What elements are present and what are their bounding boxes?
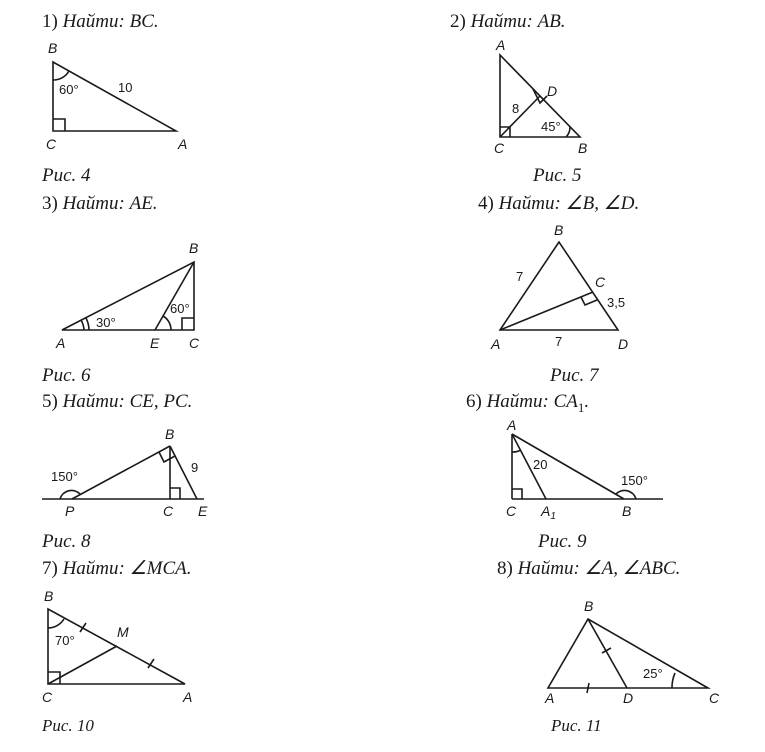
angle-arc-c — [672, 673, 675, 688]
point-label-a: A — [496, 37, 506, 53]
point-label-c: C — [163, 503, 174, 519]
side-label-ab: 7 — [516, 269, 524, 284]
tick-mark-ad — [587, 683, 589, 693]
point-label-a: A — [545, 690, 555, 706]
point-label-d: D — [623, 690, 634, 706]
task-text: Найти: CA — [486, 391, 578, 412]
angle-label: 45° — [541, 119, 561, 134]
point-label-e: E — [198, 503, 208, 519]
point-label-b: B — [165, 426, 175, 442]
task-text: Найти: ∠A, ∠ABC. — [517, 558, 681, 579]
point-label-d: D — [547, 83, 558, 99]
task-number: 1) — [42, 11, 58, 32]
point-label-c: C — [189, 335, 200, 351]
task-number: 5) — [42, 391, 58, 412]
point-label-b: B — [554, 222, 564, 238]
task-text: Найти: ∠MCA. — [62, 558, 192, 579]
task-text: Найти: CE, PC. — [62, 391, 193, 412]
side-label: 9 — [191, 460, 199, 475]
figure-caption: Рис. 9 — [538, 531, 587, 552]
point-label-a1-letter: A — [541, 503, 551, 519]
task-number: 8) — [497, 558, 513, 579]
task-text: Найти: BC. — [62, 11, 159, 32]
point-label-c: C — [494, 140, 505, 156]
figure-caption: Рис. 6 — [42, 365, 91, 386]
side-label-cd: 3,5 — [607, 295, 626, 310]
figure-caption: Рис. 11 — [551, 716, 602, 735]
point-label-d: D — [618, 336, 629, 352]
side-label: 20 — [533, 457, 548, 472]
figure-caption: Рис. 7 — [550, 365, 599, 386]
triangle-abc — [548, 619, 708, 688]
angle-label: 60° — [59, 82, 79, 97]
point-label-c: C — [46, 136, 57, 152]
point-label-c: C — [709, 690, 720, 706]
figure-caption: Рис. 5 — [533, 165, 582, 186]
point-label-a1-subscript: 1 — [550, 511, 556, 522]
task-number: 3) — [42, 193, 58, 214]
angle-label: 25° — [643, 666, 663, 681]
point-label-b: B — [578, 140, 588, 156]
point-label-a: A — [178, 136, 188, 152]
side-label: 8 — [512, 101, 520, 116]
figure-caption: Рис. 8 — [42, 531, 91, 552]
task-text: Найти: AE. — [62, 193, 158, 214]
angle-label-30: 30° — [96, 315, 116, 330]
point-label-b: B — [189, 240, 199, 256]
point-label-b: B — [44, 588, 54, 604]
task-text: Найти: ∠B, ∠D. — [498, 193, 640, 214]
task-text: Найти: AB. — [470, 11, 566, 32]
point-label-c: C — [506, 503, 517, 519]
point-label-m: M — [117, 624, 129, 640]
angle-label: 70° — [55, 633, 75, 648]
point-label-p: P — [65, 503, 75, 519]
angle-label-60: 60° — [170, 301, 190, 316]
angle-label: 150° — [51, 469, 78, 484]
point-label-a: A — [183, 689, 193, 705]
point-label-a: A — [507, 417, 517, 433]
figure-caption: Рис. 10 — [42, 716, 94, 735]
angle-label: 150° — [621, 473, 648, 488]
task-number: 4) — [478, 193, 494, 214]
figure-caption: Рис. 4 — [42, 165, 91, 186]
point-label-a: A — [56, 335, 66, 351]
point-label-b: B — [584, 598, 594, 614]
point-label-c: C — [595, 274, 606, 290]
point-label-c: C — [42, 689, 53, 705]
side-label: 10 — [118, 80, 133, 95]
task-number: 2) — [450, 11, 466, 32]
task-text-tail: . — [584, 391, 590, 412]
point-label-b: B — [48, 40, 58, 56]
task-number: 7) — [42, 558, 58, 579]
task-number: 6) — [466, 391, 482, 412]
point-label-a: A — [491, 336, 501, 352]
point-label-e: E — [150, 335, 160, 351]
task-text-subscript: 1 — [577, 399, 585, 415]
point-label-b: B — [622, 503, 632, 519]
side-label-ad: 7 — [555, 334, 563, 349]
